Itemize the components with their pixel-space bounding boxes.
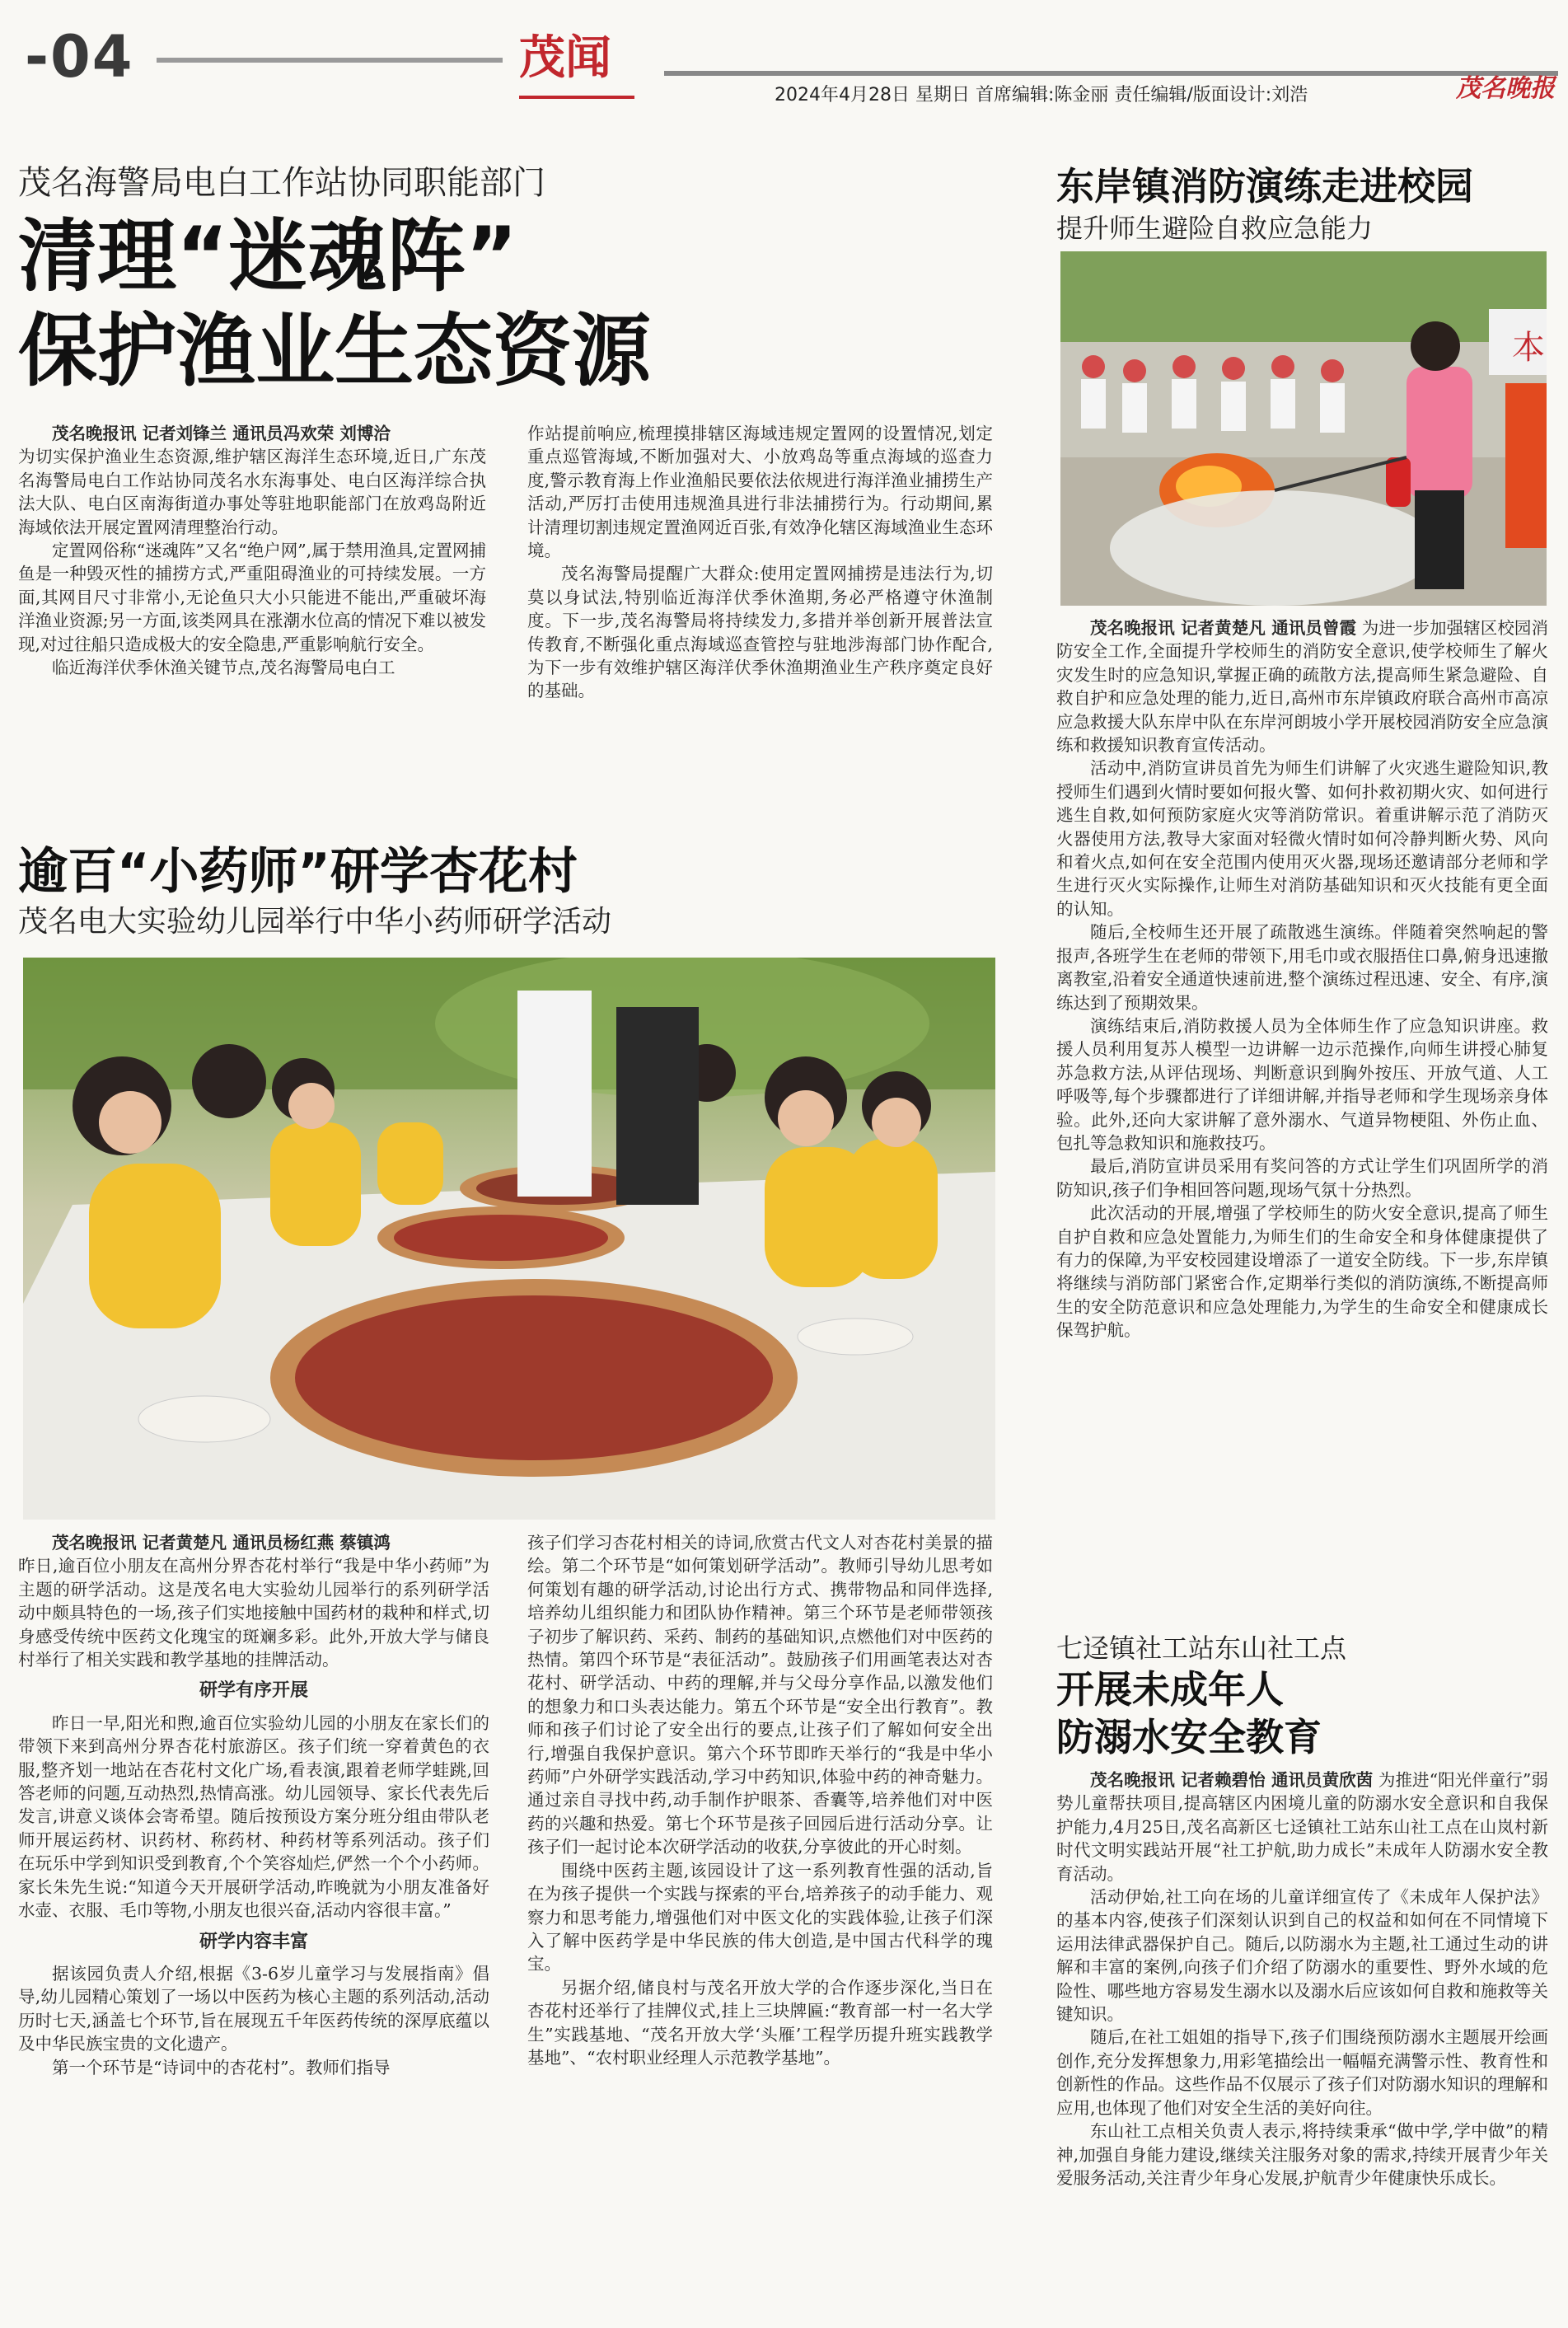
dateline-bar <box>664 71 1558 107</box>
article2-deck: 茂名电大实验幼儿园举行中华小药师研学活动 <box>18 905 612 939</box>
page-number: -04 <box>25 23 134 91</box>
article3-byline: 茂名晚报讯 记者黄楚凡 通讯员曾霞 <box>1090 618 1357 638</box>
paper-logo: 茂名晚报 <box>1456 74 1555 103</box>
article3-paragraph: 最后,消防宣讲员采用有奖问答的方式让学生们巩固所学的消防知识,孩子们争相回答问题,现场气氛十分热烈。 <box>1056 1156 1548 1200</box>
section-name: 茂闻 <box>519 21 634 99</box>
article1-title-line2: 保护渔业生态资源 <box>18 305 651 397</box>
dateline: 2024年4月28日 星期日 首席编辑:陈金丽 责任编辑/版面设计:刘浩 <box>775 85 1308 105</box>
article2-title: 逾百“小药师”研学杏花村 <box>18 843 578 901</box>
article4-paragraph: 活动伊始,社工向在场的儿童详细宣传了《未成年人保护法》的基本内容,使孩子们深刻认识到自己的权益和如何在不同情境下运用法律武器保护自己。随后,以防溺水为主题,社工通过生动的讲解和丰富的案例,向孩子们介绍了防溺水的重要性、野外水域的危险性、哪些地方容易发生溺水以及溺水后应该如何自救和施救等关键知识。 <box>1056 1887 1548 2025</box>
article3-body <box>1056 616 1548 1342</box>
article1-paragraph: 作站提前响应,梳理摸排辖区海域违规定置网的设置情况,划定重点巡管海域,不断加强对大、小放鸡岛等重点海域的巡查力度,警示教育海上作业渔船民要依法依规进行海洋渔业捕捞生产活动,严厉打击使用违规渔具进行非法捕捞行为。行动期间,累计清理切割违规定置渔网近百张,有效净化辖区海域渔业生态环境。 <box>527 424 993 561</box>
article1-paragraph: 为切实保护渔业生态资源,维护辖区海洋生态环境,近日,广东茂名海警局电白工作站协同茂名水东海事处、电白区海洋综合执法大队、电白区南海街道办事处等驻地职能部门在放鸡岛附近海域依法开展定置网清理整治行动。 <box>18 447 486 537</box>
article1-title-line1: 清理“迷魂阵” <box>18 210 518 302</box>
article2-subheading: 研学内容丰富 <box>199 1931 308 1952</box>
article4-byline: 茂名晚报讯 记者赖碧怡 通讯员黄欣茵 <box>1090 1770 1374 1790</box>
article2-subheading: 研学有序开展 <box>199 1680 308 1702</box>
article4-body <box>1056 1768 1548 2190</box>
article4-paragraph: 随后,在社工姐姐的指导下,孩子们围绕预防溺水主题展开绘画创作,充分发挥想象力,用彩笔描绘出一幅幅充满警示性、教育性和创新性的作品。这些作品不仅展示了孩子们对防溺水知识的理解和应用,也体现了他们对安全生活的美好向往。 <box>1056 2027 1548 2118</box>
article4-title-line1: 开展未成年人 <box>1056 1667 1284 1712</box>
article1-column-1 <box>18 422 486 679</box>
article2-paragraph: 围绕中医药主题,该园设计了这一系列教育性强的活动,旨在为孩子提供一个实践与探索的平台,培养孩子的动手能力、观察力和思考能力,增强他们对中医文化的实践体验,让孩子们深入了解中医药学是中华民族的伟大创造,是中国古代科学的瑰宝。 <box>527 1860 993 1974</box>
article3-deck: 提升师生避险自救应急能力 <box>1056 213 1374 244</box>
article2-paragraph: 孩子们学习杏花村相关的诗词,欣赏古代文人对杏花村美景的描绘。第二个环节是“如何策划研学活动”。教师引导幼儿思考如何策划有趣的研学活动,讨论出行方式、携带物品和同伴选择,培养幼儿组织能力和团队协作精神。第三个环节是老师带领孩子初步了解识药、采药、制药的基础知识,点燃他们对中医药的热情。第四个环节是“表征活动”。鼓励孩子们用画笔表达对杏花村、研学活动、中药的理解,并与父母分享作品,以激发他们的想象力和口头表达能力。第五个环节是“安全出行教育”。教师和孩子们讨论了安全出行的要点,让孩子们了解如何安全出行,增强自我保护意识。第六个环节即昨天举行的“我是中华小药师”户外研学实践活动,学习中药知识,体验中药的神奇魅力。通过亲自寻找中药,动手制作护眼茶、香囊等,培养他们对中医药的兴趣和热爱。第七个环节是孩子回园后进行活动分享。让孩子们一起讨论本次研学活动的收获,分享彼此的开心时刻。 <box>527 1533 993 1857</box>
article2-photo-children-sorting-herbs <box>23 958 995 1520</box>
article1-paragraph: 茂名海警局提醒广大群众:使用定置网捕捞是违法行为,切莫以身试法,特别临近海洋伏季休渔期,务必严格遵守休渔制度。下一步,茂名海警局将持续发力,多措并举创新开展普法宣传教育,不断强化重点海域巡查管控与驻地涉海部门协作配合,为下一步有效维护辖区海洋伏季休渔期渔业生产秩序奠定良好的基础。 <box>527 564 993 701</box>
article2-paragraph: 据该园负责人介绍,根据《3-6岁儿童学习与发展指南》倡导,幼儿园精心策划了一场以中医药为核心主题的系列活动,活动历时七天,涵盖七个环节,旨在展现五千年医药传统的深厚底蕴以及中华民族宝贵的文化遗产。 <box>18 1963 489 2054</box>
article4-paragraph: 东山社工点相关负责人表示,将持续秉承“做中学,学中做”的精神,加强自身能力建设,继续关注服务对象的需求,持续开展青少年关爱服务活动,关注青少年身心发展,护航青少年健康快乐成长。 <box>1056 2121 1548 2188</box>
masthead-rule <box>157 58 503 63</box>
article4-kicker: 七迳镇社工站东山社工点 <box>1056 1632 1347 1664</box>
article1-paragraph: 临近海洋伏季休渔关键节点,茂名海警局电白工 <box>52 658 396 678</box>
article3-photo-fire-drill <box>1060 251 1547 606</box>
article4-title-line2: 防溺水安全教育 <box>1056 1715 1322 1759</box>
article3-title: 东岸镇消防演练走进校园 <box>1056 164 1473 208</box>
photo-banner-text: 本 <box>1512 329 1545 367</box>
article2-paragraph: 第一个环节是“诗词中的杏花村”。教师们指导 <box>52 2057 391 2077</box>
article2-paragraph: 昨日一早,阳光和煦,逾百位实验幼儿园的小朋友在家长们的带领下来到高州分界杏花村旅游区。孩子们统一穿着黄色的衣服,整齐划一地站在杏花村文化广场,看表演,跟着老师学蛙跳,回答老师的问题,互动热烈,热情高涨。幼儿园领导、家长代表先后发言,讲意义谈体会寄希望。随后按预设方案分班分组由带队老师开展运药材、识药材、称药材、种药材等系列活动。孩子们在玩乐中学到知识受到教育,个个笑容灿烂,俨然一个个小药师。家长朱先生说:“知道今天开展研学活动,昨晚就为小朋友准备好水壶、衣服、毛巾等物,小朋友也很兴奋,活动内容很丰富。” <box>18 1712 489 1921</box>
article1-column-2 <box>527 422 993 703</box>
article2-paragraph: 昨日,逾百位小朋友在高州分界杏花村举行“我是中华小药师”为主题的研学活动。这是茂名电大实验幼儿园举行的系列研学活动中颇具特色的一场,孩子们实地接触中国药材的栽种和样式,切身感受传统中医药文化瑰宝的斑斓多彩。此外,开放大学与储良村举行了相关实践和教学基地的挂牌活动。 <box>18 1556 489 1670</box>
article1-byline: 茂名晚报讯 记者刘锋兰 通讯员冯欢荣 刘博洽 <box>52 424 391 443</box>
article1-paragraph: 定置网俗称“迷魂阵”又名“绝户网”,属于禁用渔具,定置网捕鱼是一种毁灭性的捕捞方式,严重阻碍渔业的可持续发展。一方面,其网目尺寸非常小,无论鱼只大小只能进不能出,严重破坏海洋渔业资源;另一方面,该类网具在涨潮水位高的情况下难以被发现,对过往船只造成极大的安全隐患,严重影响航行安全。 <box>18 541 486 654</box>
article3-paragraph: 为进一步加强辖区校园消防安全工作,全面提升学校师生的消防安全意识,使学校师生了解火灾发生时的应急知识,掌握正确的疏散方法,提高师生紧急避险、自救自护和应急处理的能力,近日,高州市东岸镇政府联合高州市高凉应急救援大队东岸中队在东岸河朗坡小学开展校园消防安全应急演练和救援知识教育宣传活动。 <box>1056 618 1548 756</box>
article2-column-1 <box>18 1531 489 2079</box>
article3-paragraph: 随后,全校师生还开展了疏散逃生演练。伴随着突然响起的警报声,各班学生在老师的带领下,用毛巾或衣服捂住口鼻,俯身迅速撤离教室,沿着安全通道快速前进,整个演练过程迅速、安全、有序,演练达到了预期效果。 <box>1056 922 1548 1013</box>
article1-kicker: 茂名海警局电白工作站协同职能部门 <box>18 164 545 202</box>
article3-paragraph: 活动中,消防宣讲员首先为师生们讲解了火灾逃生避险知识,教授师生们遇到火情时要如何报火警、如何扑救初期火灾、如何进行逃生自救,如何预防家庭火灾等消防常识。着重讲解示范了消防灭火器使用方法,教导大家面对轻微火情时如何冷静判断火势、风向和着火点,如何在安全范围内使用灭火器,现场还邀请部分老师和学生进行灭火实际操作,让师生对消防基础知识和灭火技能有更全面的认知。 <box>1056 758 1548 919</box>
article2-paragraph: 另据介绍,储良村与茂名开放大学的合作逐步深化,当日在杏花村还举行了挂牌仪式,挂上三块牌匾:“教育部一村一名大学生”实践基地、“茂名开放大学‘头雁’工程学历提升班实践教学基地”、“农村职业经理人示范教学基地”。 <box>527 1977 993 2068</box>
article3-paragraph: 演练结束后,消防救援人员为全体师生作了应急知识讲座。救援人员利用复苏人模型一边讲解一边示范操作,向师生讲授心肺复苏急救方法,从评估现场、判断意识到胸外按压、开放气道、人工呼吸等,每个步骤都进行了详细讲解,并指导老师和学生现场亲身体验。此外,还向大家讲解了意外溺水、气道异物梗阻、外伤止血、包扎等急救知识和施救技巧。 <box>1056 1015 1548 1153</box>
article2-byline: 茂名晚报讯 记者黄楚凡 通讯员杨红燕 蔡镇鸿 <box>52 1533 391 1553</box>
article4-paragraph: 为推进“阳光伴童行”弱势儿童帮扶项目,提高辖区内困境儿童的防溺水安全意识和自我保护能力,4月25日,茂名高新区七迳镇社工站东山社工点在山岚村新时代文明实践站开展“社工护航,助力成长”未成年人防溺水安全教育活动。 <box>1056 1770 1548 1884</box>
article2-column-2 <box>527 1531 993 2069</box>
article3-paragraph: 此次活动的开展,增强了学校师生的防火安全意识,提高了师生自护自救和应急处置能力,为师生们的生命安全和身体健康提供了有力的保障,为平安校园建设增添了一道安全防线。下一步,东岸镇将继续与消防部门紧密合作,定期举行类似的消防演练,不断提高师生的安全防范意识和应急处理能力,为学生的生命安全和健康成长保驾护航。 <box>1056 1203 1548 1341</box>
